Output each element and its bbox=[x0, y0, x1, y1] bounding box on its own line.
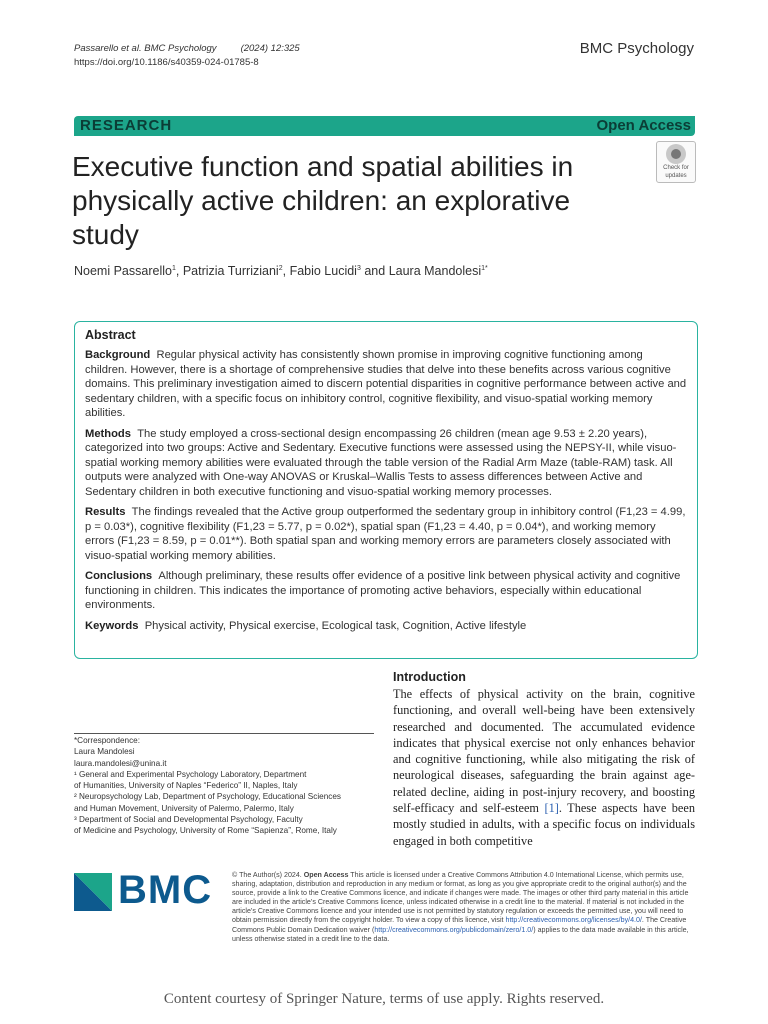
citation-block bbox=[74, 42, 304, 70]
introduction-heading: Introduction bbox=[393, 670, 466, 684]
introduction-text: The effects of physical activity on the brain, cognitive functioning, and overall well-being have been extensively researched and documented. The accumulated evidence indicates that physical exercise not only enhances behavior and cognitive functioning, while also mitigating the risk of neurological diseases, safeguarding the brain against age-related decline, aiding in post-injury recovery, and boosting self-efficacy and self-esteem [1]. These aspects have been mostly studied in adults, with a specific focus on individuals engaged in both competitive bbox=[393, 687, 695, 848]
author-name[interactable]: Laura Mandolesi bbox=[388, 264, 482, 278]
section-text: Although preliminary, these results offer evidence of a positive link between physical activity and cognitive functioning in children. This indicates the importance of promoting active behaviors, especially within educational environments. bbox=[85, 570, 681, 611]
abstract-box bbox=[74, 321, 698, 659]
check-for-updates-badge[interactable] bbox=[656, 141, 696, 183]
journal-name: BMC Psychology bbox=[579, 40, 694, 57]
author-list: Noemi Passarello$^1$, Patrizia Turriziani$^2$, Fabio Lucidi$^3$ and Laura Mandolesi$^{1*}$ bbox=[74, 264, 488, 278]
citation-authors: Passarello et al. BMC Psychology bbox=[74, 43, 217, 54]
check-updates-icon bbox=[666, 144, 686, 164]
author-affiliation: 1* bbox=[481, 264, 488, 272]
badge-line2: updates bbox=[665, 173, 687, 179]
citation-year-volume: (2024) 12:325 bbox=[240, 43, 300, 54]
license-text: © The Author(s) 2024. Open Access This article is licensed under a Creative Commons Attribution 4.0 International License, which permits use, sharing, adaptation, distribution and reproduction in any medium or format, as long as you give appropriate credit to the original author(s) and the source, provide a link to the Creative Commons licence, and indicate if changes were made. The images or other third party material in this article are included in the article’s Creative Commons licence, unless indicated otherwise in a credit line to the material. If material is not included in the article’s Creative Commons licence and your intended use is not permitted by statutory regulation or exceeds the permitted use, you will need to obtain permission directly from the copyright holder. To view a copy of this licence, visit http://creativecommons.org/licenses/by/4.0/. The Creative Commons Public Domain Dedication waiver (http://creativecommons.org/publicdomain/zero/1.0/) applies to the data made available in this article, unless otherwise stated in a credit line to the data. bbox=[232, 871, 689, 943]
abstract-keywords bbox=[85, 619, 687, 634]
doi-link[interactable]: https://doi.org/10.1186/s40359-024-01785-8 bbox=[74, 57, 259, 68]
article-title: Executive function and spatial abilities in physically active children: an explorative study bbox=[72, 151, 574, 250]
footnote-line: Laura Mandolesi bbox=[74, 747, 135, 757]
content-courtesy-footer: Content courtesy of Springer Nature, terms of use apply. Rights reserved. bbox=[163, 991, 605, 1007]
section-label: Methods bbox=[85, 427, 131, 440]
author-affiliation: 3 bbox=[356, 264, 361, 272]
footnote-line: ² Neuropsychology Lab, Department of Psychology, Educational Sciences bbox=[74, 792, 341, 802]
correspondence-footnotes bbox=[74, 735, 374, 837]
correspondence-email[interactable]: laura.mandolesi@unina.it bbox=[74, 758, 167, 768]
author-affiliation: 2 bbox=[278, 264, 283, 272]
license-open-access: Open Access bbox=[303, 871, 349, 879]
badge-line1: Check for bbox=[663, 165, 689, 171]
author-name[interactable]: Fabio Lucidi bbox=[289, 264, 357, 278]
footnote-line: *Correspondence: bbox=[74, 736, 140, 745]
author-name[interactable]: Patrizia Turriziani bbox=[182, 264, 279, 278]
footnote-line: of Medicine and Psychology, University of Rome “Sapienza”, Rome, Italy bbox=[74, 826, 337, 836]
keywords-label: Keywords bbox=[85, 619, 139, 632]
section-text: The findings revealed that the Active group outperformed the sedentary group in inhibitory control (F1,23 = 4.99, p = 0.03*), cognitive flexibility (F1,23 = 5.77, p = 0.02*), spatial span (F1,23 = 4.40, p = 0.04*), and working memory errors (F1,23 = 8.59, p = 0.01**). Both spatial span and working memory errors are parameters closely associated with visuo-spatial working memory abilities. bbox=[85, 506, 686, 562]
footnote-line: of Humanities, University of Naples “Federico” II, Naples, Italy bbox=[74, 781, 298, 791]
open-access-label: Open Access bbox=[596, 117, 691, 134]
author-name[interactable]: Noemi Passarello bbox=[74, 264, 172, 278]
article-type-label: RESEARCH bbox=[80, 117, 173, 134]
author-affiliation: 1 bbox=[171, 264, 176, 272]
footnote-line: and Human Movement, University of Palermo, Palermo, Italy bbox=[74, 803, 294, 813]
section-text: The study employed a cross-sectional design encompassing 26 children (mean age 9.53 ± 2.20 years), categorized into two groups: Active and Sedentary. Executive functions were assessed using the NEPSY-II, while visuo-spatial working memory abilities were evaluated through the table version of the Radial Arm Maze (table-RAM) task. All outputs were analyzed with One-way ANOVAS or Kruskal–Wallis Tests to assess differences between Active and Sedentary children in both executive functioning and visuo-spatial working memory processes. bbox=[85, 427, 677, 498]
abstract-conclusions bbox=[85, 569, 687, 613]
section-label: Results bbox=[85, 506, 126, 518]
abstract-background bbox=[85, 348, 687, 421]
section-label: Conclusions bbox=[85, 570, 153, 582]
article-type-banner bbox=[74, 116, 695, 136]
section-text: Regular physical activity has consistently shown promise in improving cognitive functioning among children. However, there is a shortage of comprehensive studies that delve into these benefits across various cognitive domains. This preliminary investigation aimed to discern potential disparities in cognitive performance between active and sedentary children, with a specific focus on inhibitory control, cognitive flexibility, and visuo-spatial working memory abilities. bbox=[85, 349, 687, 419]
keywords-text: Physical activity, Physical exercise, Ecological task, Cognition, Active lifestyle bbox=[144, 619, 527, 632]
bmc-logo-icon bbox=[74, 873, 112, 911]
reference-link[interactable]: [1] bbox=[544, 801, 559, 816]
public-domain-link[interactable]: http://creativecommons.org/publicdomain/zero/1.0/ bbox=[374, 925, 534, 934]
abstract-heading: Abstract bbox=[85, 328, 136, 342]
license-link[interactable]: http://creativecommons.org/licenses/by/4.0/ bbox=[505, 916, 642, 925]
footnote-line: ³ Department of Social and Developmental Psychology, Faculty bbox=[74, 815, 303, 825]
section-label: Background bbox=[85, 349, 151, 361]
footnote-divider bbox=[74, 733, 374, 734]
bmc-logo-text: BMC bbox=[118, 868, 213, 912]
abstract-methods bbox=[85, 427, 687, 500]
footnote-line: ¹ General and Experimental Psychology Laboratory, Department bbox=[74, 769, 307, 779]
abstract-results bbox=[85, 505, 687, 563]
